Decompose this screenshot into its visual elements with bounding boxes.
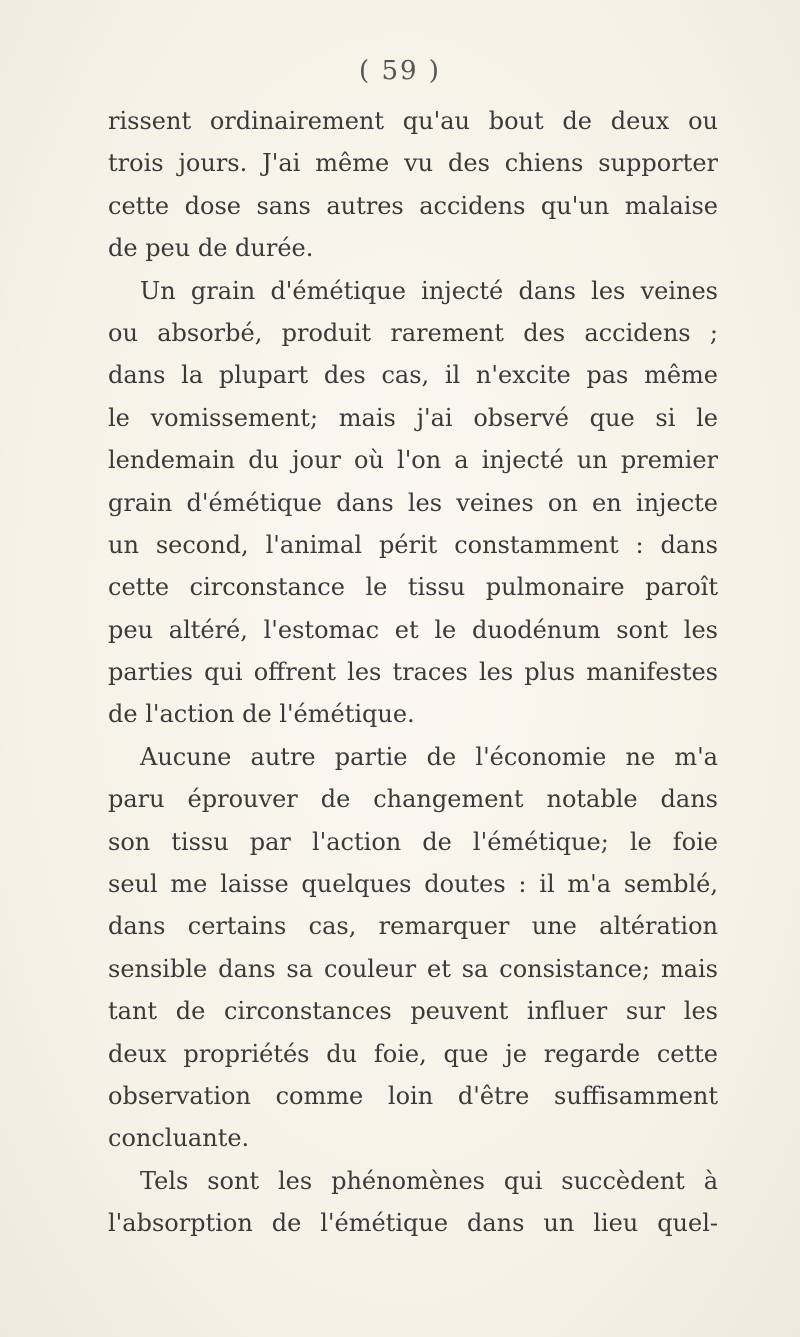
text-line: dans la plupart des cas, il n'excite pas même (108, 361, 718, 390)
text-line: ou absorbé, produit rarement des accidens ; (108, 318, 718, 347)
text-line: le vomissement; mais j'ai observé que si le (108, 403, 718, 432)
page-number: ( 59 ) (359, 56, 441, 86)
text-line: peu altéré, l'estomac et le duodénum sont les (108, 615, 718, 644)
text-line: Un grain d'émétique injecté dans les veines (140, 276, 718, 305)
text-line: parties qui offrent les traces les plus manifestes (108, 658, 718, 687)
text-line: de l'action de l'émétique. (108, 700, 415, 729)
text-line: sensible dans sa couleur et sa consistance; mais (108, 954, 718, 983)
text-line: Aucune autre partie de l'économie ne m'a (140, 742, 718, 771)
text-line: un second, l'animal périt constamment : dans (108, 530, 718, 559)
text-line: cette circonstance le tissu pulmonaire paroît (108, 573, 718, 602)
text-line: de peu de durée. (108, 234, 314, 263)
text-line: Tels sont les phénomènes qui succèdent à (140, 1166, 718, 1195)
text-line: son tissu par l'action de l'émétique; le foie (108, 827, 718, 856)
text-line: l'absorption de l'émétique dans un lieu quel- (108, 1209, 718, 1238)
text-line: grain d'émétique dans les veines on en injecte (108, 488, 718, 517)
text-line: tant de circonstances peuvent influer sur les (108, 997, 718, 1026)
text-line: deux propriétés du foie, que je regarde cette (108, 1039, 718, 1068)
text-line: lendemain du jour où l'on a injecté un premier (108, 446, 718, 475)
text-line: cette dose sans autres accidens qu'un malaise (108, 191, 718, 220)
text-line: concluante. (108, 1124, 250, 1153)
text-line: rissent ordinairement qu'au bout de deux ou (108, 107, 718, 135)
text-line: seul me laisse quelques doutes : il m'a semblé, (108, 870, 718, 899)
page-text (108, 100, 718, 1245)
text-line: dans certains cas, remarquer une altération (108, 912, 718, 941)
text-line: trois jours. J'ai même vu des chiens supporter (108, 149, 718, 178)
text-line: observation comme loin d'être suffisamment (108, 1081, 718, 1110)
text-line: paru éprouver de changement notable dans (108, 785, 718, 814)
